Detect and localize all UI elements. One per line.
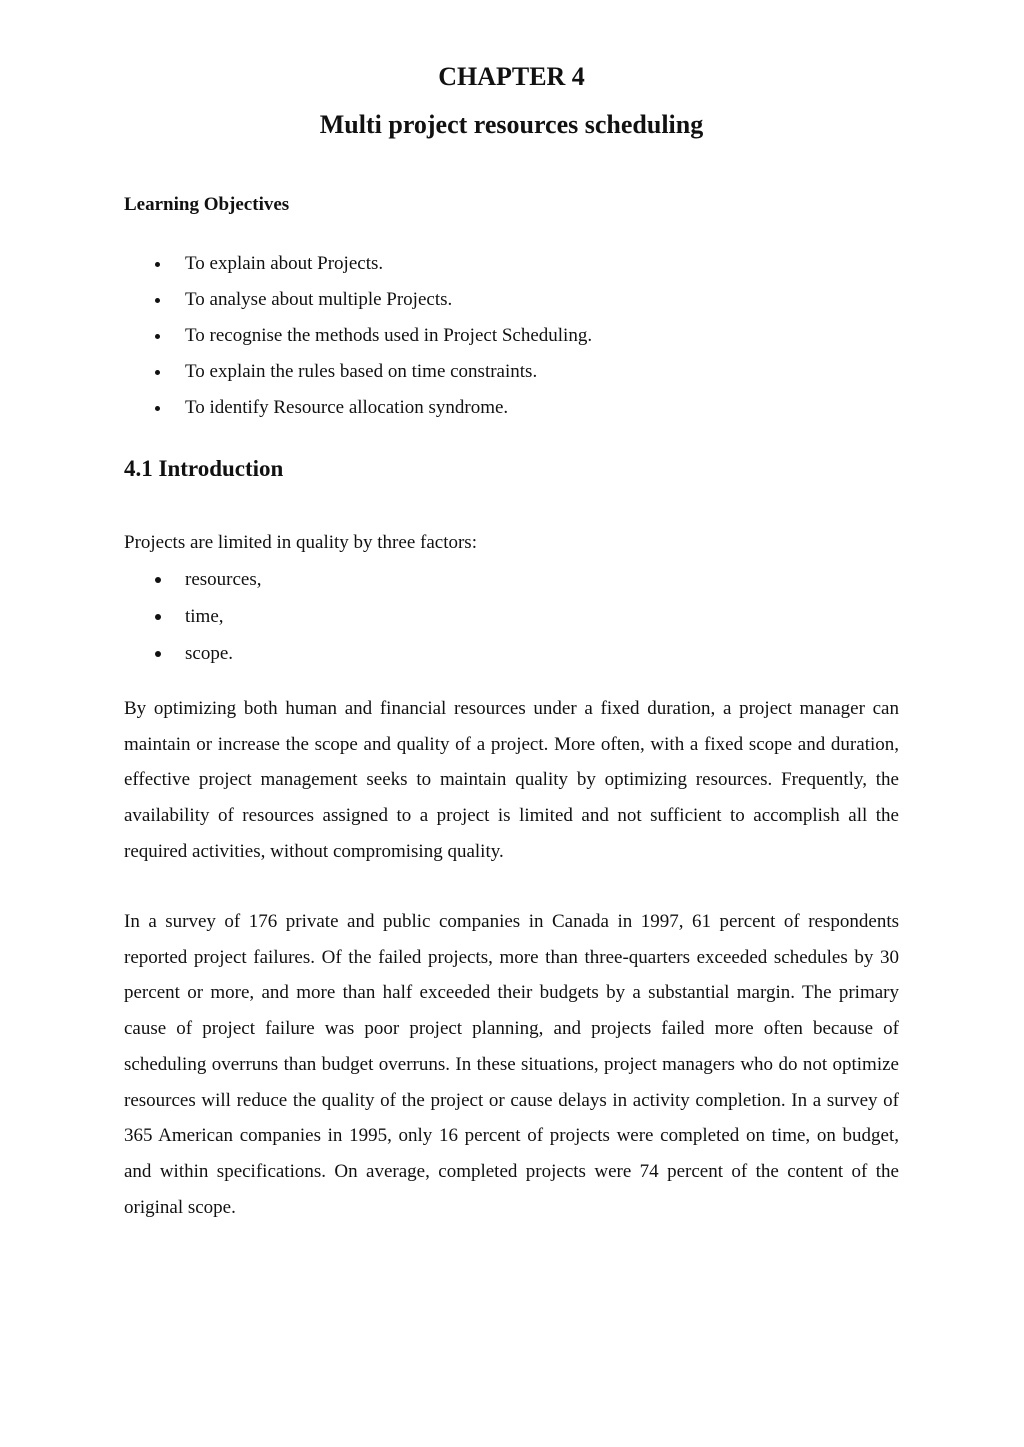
learning-objectives-heading: Learning Objectives: [124, 194, 290, 215]
list-item-text: scope.: [185, 643, 234, 664]
list-item: [124, 396, 899, 432]
list-item-text: resources,: [185, 569, 262, 590]
list-item: [124, 568, 899, 605]
body-paragraph: By optimizing both human and financial resources under a fixed duration, a project manager can maintain or increase the scope and quality of a project. More often, with a fixed scope and duration, effective project management seeks to maintain quality by optimizing resources. Frequently, the availability of resources assigned to a project is limited and not sufficient to accomplish all the required activities, without compromising quality.: [124, 698, 899, 862]
list-item-text: To analyse about multiple Projects.: [185, 289, 453, 310]
list-item-text: To identify Resource allocation syndrome.: [185, 397, 509, 418]
list-item: [124, 605, 899, 642]
bullet-icon: [155, 614, 161, 620]
body-paragraph: In a survey of 176 private and public companies in Canada in 1997, 61 percent of respondents reported project failures. Of the failed projects, more than three-quarters exceeded schedules by 30 percent or more, and more than half exceeded their budgets by a substantial margin. The primary cause of project failure was poor project planning, and projects failed more often because of scheduling overruns than budget overruns. In these situations, project managers who do not optimize resources will reduce the quality of the project or cause delays in activity completion. In a survey of 365 American companies in 1995, only 16 percent of projects were completed on time, on budget, and within specifications. On average, completed projects were 74 percent of the content of the original scope.: [124, 911, 899, 1218]
lead-sentence: Projects are limited in quality by three factors:: [124, 532, 477, 553]
list-item: [124, 288, 899, 324]
bullet-icon: [155, 298, 160, 303]
bullet-icon: [155, 370, 160, 375]
chapter-number: CHAPTER 4: [438, 62, 585, 91]
bullet-icon: [155, 334, 160, 339]
bullet-icon: [155, 406, 160, 411]
bullet-icon: [155, 262, 160, 267]
learning-objectives-list: [124, 252, 899, 432]
list-item-text: To recognise the methods used in Project Scheduling.: [185, 325, 593, 346]
list-item-text: time,: [185, 606, 224, 627]
list-item-text: To explain about Projects.: [185, 253, 384, 274]
bullet-icon: [155, 651, 161, 657]
factors-list: [124, 568, 899, 679]
section-heading: 4.1 Introduction: [124, 456, 284, 481]
bullet-icon: [155, 577, 161, 583]
list-item: [124, 324, 899, 360]
chapter-title: Multi project resources scheduling: [319, 110, 704, 139]
list-item: [124, 360, 899, 396]
list-item-text: To explain the rules based on time constraints.: [185, 361, 538, 382]
list-item: [124, 642, 899, 679]
list-item: [124, 252, 899, 288]
